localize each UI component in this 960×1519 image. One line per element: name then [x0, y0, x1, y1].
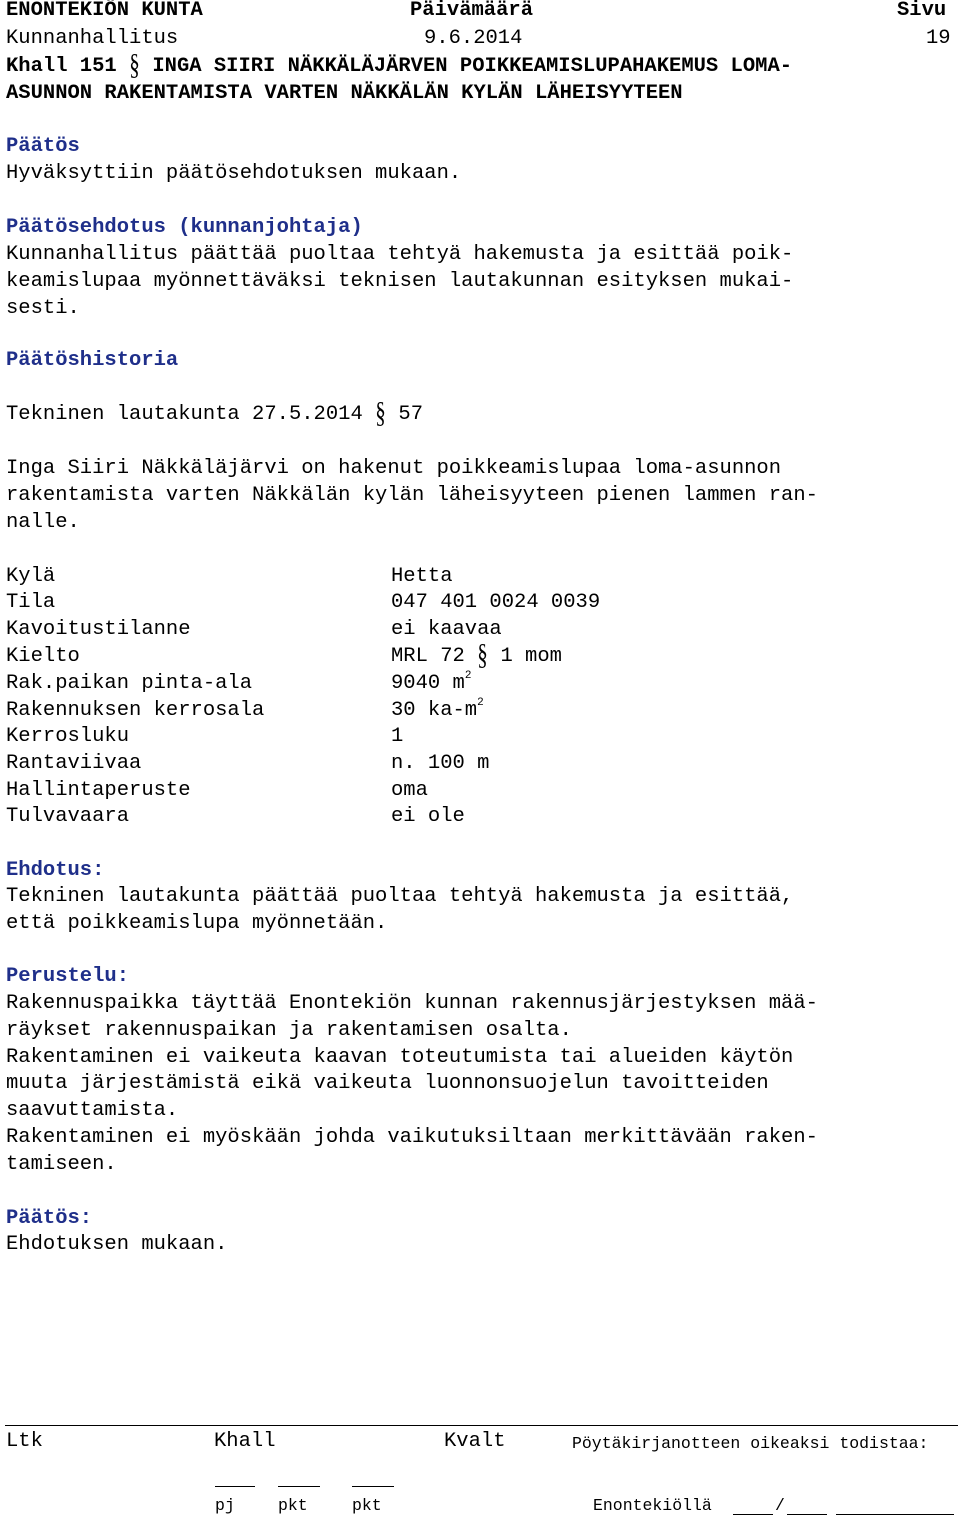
decision-text-tl: Ehdotuksen mukaan.: [6, 1233, 228, 1256]
date-blank: [787, 1514, 827, 1515]
reasoning-line: Rakentaminen ei vaikeuta kaavan toteutumista tai alueiden käytön: [6, 1046, 794, 1069]
detail-value: 047 401 0024 0039: [391, 591, 601, 614]
footer-certify: Pöytäkirjanotteen oikeaksi todistaa:: [572, 1434, 929, 1453]
reasoning-heading: Perustelu:: [6, 965, 130, 988]
proposal-heading-tl: Ehdotus:: [6, 859, 105, 882]
superscript: 2: [464, 670, 472, 682]
section-sign-icon: §: [129, 48, 140, 81]
reasoning-line: muuta järjestämistä eikä vaikeuta luonnonsuojelun tavoitteiden: [6, 1072, 769, 1095]
detail-label: Kielto: [6, 645, 80, 668]
signature-line: [278, 1486, 320, 1487]
section-title: [6, 48, 793, 81]
history-ref-number: 57: [398, 403, 423, 426]
title-line-1: INGA SIIRI NÄKKÄLÄJÄRVEN POIKKEAMISLUPAHAKEMUS LOMA-: [152, 55, 793, 78]
detail-value-pre: MRL 72: [391, 645, 465, 668]
footer-khall: Khall: [214, 1430, 276, 1453]
page-label: Sivu: [897, 0, 947, 22]
history-intro-line: rakentamista varten Näkkälän kylän läheisyyteen pienen lammen ran-: [6, 484, 818, 507]
footer-pj: pj: [215, 1496, 235, 1515]
footer-place: Enontekiöllä: [593, 1496, 712, 1515]
detail-value: [391, 671, 471, 697]
meeting-date: 9.6.2014: [424, 27, 523, 50]
title-line-2: ASUNNON RAKENTAMISTA VARTEN NÄKKÄLÄN KYLÄN LÄHEISYYTEEN: [6, 82, 683, 105]
page-number: 19: [926, 27, 951, 50]
detail-value: ei ole: [391, 805, 465, 828]
footer-kvalt: Kvalt: [444, 1430, 506, 1453]
history-intro-line: nalle.: [6, 511, 80, 534]
proposal-heading: Päätösehdotus (kunnanjohtaja): [6, 216, 363, 239]
detail-label: Tila: [6, 591, 56, 614]
detail-value: n. 100 m: [391, 752, 490, 775]
reasoning-line: saavuttamista.: [6, 1099, 179, 1122]
detail-label: Kylä: [6, 565, 56, 588]
detail-value: [391, 638, 562, 671]
detail-label: Tulvavaara: [6, 805, 130, 828]
reasoning-line: tamiseen.: [6, 1153, 117, 1176]
detail-label: Rak.paikan pinta-ala: [6, 672, 253, 695]
footer-ltk: Ltk: [6, 1430, 43, 1453]
ehdotus-line: Tekninen lautakunta päättää puoltaa tehtyä hakemusta ja esittää,: [6, 885, 794, 908]
detail-value: oma: [391, 779, 428, 802]
decision-text: Hyväksyttiin päätösehdotuksen mukaan.: [6, 162, 462, 185]
detail-value: 1: [391, 725, 404, 748]
body-name: Kunnanhallitus: [6, 27, 179, 50]
reasoning-line: Rakennuspaikka täyttää Enontekiön kunnan rakennusjärjestyksen mää-: [6, 992, 818, 1015]
detail-value-post: 1 mom: [500, 645, 562, 668]
footer-pkt: pkt: [352, 1496, 382, 1515]
footer-divider: [5, 1425, 958, 1426]
date-label: Päivämäärä: [410, 0, 534, 22]
detail-value-text: 9040 m: [391, 672, 465, 695]
proposal-line: keamislupaa myönnettäväksi teknisen lautakunnan esityksen mukai-: [6, 270, 794, 293]
section-number: Khall 151: [6, 55, 117, 78]
history-ref-prefix: Tekninen lautakunta 27.5.2014: [6, 403, 363, 426]
proposal-line: Kunnanhallitus päättää puoltaa tehtyä hakemusta ja esittää poik-: [6, 243, 794, 266]
detail-value-text: 30 ka-m: [391, 699, 478, 722]
history-reference: [6, 396, 423, 429]
date-blank: [836, 1514, 954, 1515]
detail-label: Rantaviivaa: [6, 752, 142, 775]
ehdotus-line: että poikkeamislupa myönnetään.: [6, 912, 388, 935]
date-blank: [733, 1514, 773, 1515]
footer-slash: /: [775, 1496, 785, 1515]
proposal-line: sesti.: [6, 297, 80, 320]
detail-label: Kavoitustilanne: [6, 618, 191, 641]
section-sign-icon: §: [375, 396, 386, 429]
detail-label: Rakennuksen kerrosala: [6, 699, 265, 722]
reasoning-line: räykset rakennuspaikan ja rakentamisen osalta.: [6, 1019, 572, 1042]
superscript: 2: [477, 697, 484, 709]
org-name: ENONTEKIÖN KUNTA: [6, 0, 203, 22]
detail-label: Hallintaperuste: [6, 779, 191, 802]
detail-value: [391, 698, 484, 724]
decision-heading-tl: Päätös:: [6, 1207, 93, 1230]
detail-label: Kerrosluku: [6, 725, 130, 748]
history-intro-line: Inga Siiri Näkkäläjärvi on hakenut poikkeamislupaa loma-asunnon: [6, 457, 782, 480]
decision-heading: Päätös: [6, 135, 80, 158]
detail-value: ei kaavaa: [391, 618, 502, 641]
signature-line: [215, 1486, 255, 1487]
signature-line: [352, 1486, 394, 1487]
section-sign-icon: §: [477, 638, 488, 671]
detail-value: Hetta: [391, 565, 453, 588]
history-heading: Päätöshistoria: [6, 349, 179, 372]
reasoning-line: Rakentaminen ei myöskään johda vaikutuksiltaan merkittävään raken-: [6, 1126, 818, 1149]
footer-pkt: pkt: [278, 1496, 308, 1515]
